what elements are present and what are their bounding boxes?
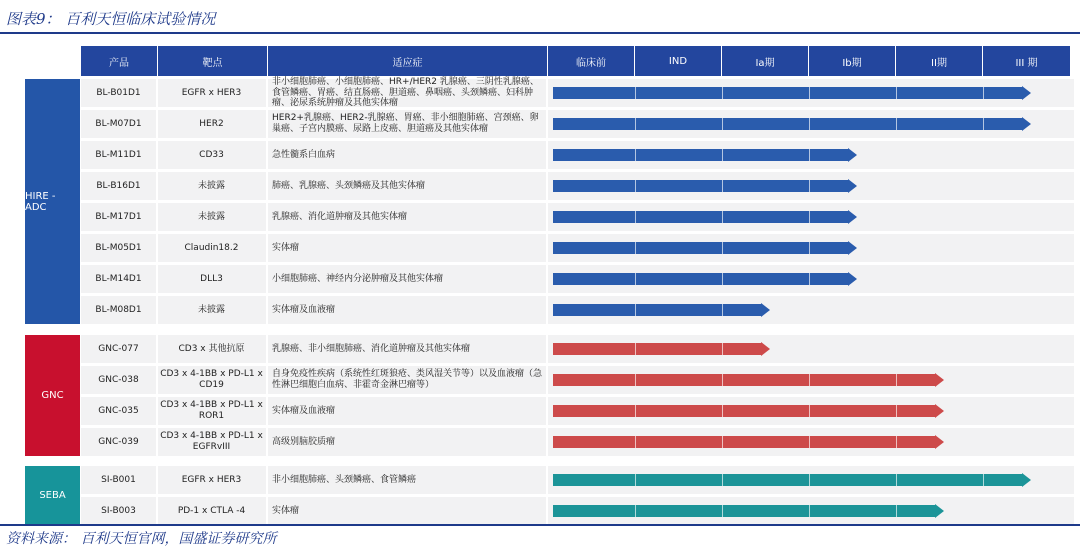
progress-bar: [553, 436, 944, 448]
arrow-head-icon: [935, 404, 944, 418]
target-cell: PD-1 x CTLA -4: [177, 505, 246, 516]
progress-bar: [553, 374, 944, 386]
progress-bar-body: [553, 149, 848, 161]
phase-separator: [896, 405, 897, 417]
product-cell: BL-B16D1: [96, 180, 141, 191]
phase-separator: [809, 505, 810, 517]
table-row: [81, 397, 1074, 425]
phase-separator: [635, 242, 636, 254]
phase-separator: [635, 118, 636, 130]
phase-separator: [635, 211, 636, 223]
phase-separator: [635, 304, 636, 316]
target-cell: CD33: [199, 149, 224, 160]
phase-separator: [896, 436, 897, 448]
indication-cell: 乳腺癌、非小细胞肺癌、消化道肿瘤及其他实体瘤: [272, 343, 471, 354]
phase-separator: [983, 118, 984, 130]
progress-bar: [553, 149, 857, 161]
phase-separator: [809, 273, 810, 285]
table-row: [81, 110, 1074, 138]
phase-separator: [809, 211, 810, 223]
arrow-head-icon: [848, 179, 857, 193]
progress-bar-body: [553, 436, 935, 448]
header-indication: 适应症: [268, 46, 548, 76]
progress-bar: [553, 242, 857, 254]
table-row: [81, 79, 1074, 107]
group-label: HIRE - ADC: [25, 79, 80, 324]
table-row: [81, 497, 1074, 525]
progress-bar-body: [553, 273, 848, 285]
product-cell: BL-M14D1: [95, 273, 142, 284]
progress-bar-body: [553, 118, 1022, 130]
phase-separator: [983, 87, 984, 99]
progress-bar-body: [553, 87, 1022, 99]
target-cell: HER2: [199, 118, 224, 129]
progress-bar: [553, 211, 857, 223]
phase-separator: [635, 474, 636, 486]
progress-bar-body: [553, 343, 761, 355]
phase-separator: [635, 149, 636, 161]
phase-separator: [809, 405, 810, 417]
header-product: 产品: [81, 46, 158, 76]
product-cell: SI-B003: [101, 505, 136, 516]
indication-cell: 实体瘤: [272, 505, 300, 516]
header-phase-1: IND: [635, 46, 722, 76]
progress-bar: [553, 87, 1031, 99]
arrow-head-icon: [935, 373, 944, 387]
phase-separator: [722, 149, 723, 161]
group-label: GNC: [25, 335, 80, 456]
progress-bar: [553, 273, 857, 285]
target-cell: 未披露: [197, 304, 225, 315]
header-phase-2: Ia期: [722, 46, 809, 76]
target-cell: CD3 x 其他抗原: [178, 343, 245, 354]
progress-bar-body: [553, 211, 848, 223]
indication-cell: 乳腺癌、消化道肿瘤及其他实体瘤: [272, 211, 408, 222]
product-cell: GNC-077: [98, 343, 139, 354]
arrow-head-icon: [1022, 86, 1031, 100]
progress-bar-body: [553, 405, 935, 417]
indication-cell: 实体瘤: [272, 242, 300, 253]
table-row: [81, 296, 1074, 324]
target-cell: 未披露: [197, 180, 225, 191]
phase-separator: [635, 180, 636, 192]
top-rule: [0, 32, 1080, 34]
phase-separator: [809, 149, 810, 161]
indication-cell: 非小细胞肺癌、小细胞肺癌、HR+/HER2 乳腺癌、三阴性乳腺癌、食管鳞癌、胃癌、结直肠癌、胆道癌、鼻咽癌、头颈鳞癌、妇科肿瘤、泌尿系统肿瘤及其他实体瘤: [272, 77, 539, 109]
progress-bar-body: [553, 374, 935, 386]
indication-cell: HER2+乳腺癌、HER2-乳腺癌、胃癌、非小细胞肺癌、宫颈癌、卵巢癌、子宫内膜癌、尿路上皮癌、胆道癌及其他实体瘤: [272, 113, 539, 134]
target-cell: 未披露: [197, 211, 225, 222]
indication-cell: 急性髓系白血病: [272, 149, 336, 160]
progress-bar: [553, 474, 1031, 486]
target-cell: Claudin18.2: [184, 242, 239, 253]
table-row: [81, 366, 1074, 394]
progress-bar: [553, 343, 770, 355]
product-cell: SI-B001: [101, 474, 136, 485]
table-row: [81, 466, 1074, 494]
header-phase-0: 临床前: [548, 46, 635, 76]
arrow-head-icon: [935, 435, 944, 449]
arrow-head-icon: [848, 272, 857, 286]
bottom-rule: [0, 524, 1080, 526]
indication-cell: 小细胞肺癌、神经内分泌肿瘤及其他实体瘤: [272, 273, 444, 284]
target-cell: CD3 x 4-1BB x PD-L1 x ROR1: [160, 400, 263, 421]
progress-bar: [553, 304, 770, 316]
header-phase-3: Ib期: [809, 46, 896, 76]
phase-separator: [809, 242, 810, 254]
phase-separator: [722, 343, 723, 355]
phase-separator: [635, 405, 636, 417]
indication-cell: 实体瘤及血液瘤: [272, 304, 336, 315]
progress-bar-body: [553, 180, 848, 192]
arrow-head-icon: [848, 148, 857, 162]
phase-separator: [722, 87, 723, 99]
target-cell: CD3 x 4-1BB x PD-L1 x CD19: [160, 369, 263, 390]
header-phase-5: III 期: [983, 46, 1070, 76]
table-row: [81, 203, 1074, 231]
product-cell: BL-M08D1: [95, 304, 142, 315]
figure-title: 图表9： 百利天恒临床试验情况: [6, 10, 216, 28]
target-cell: DLL3: [200, 273, 223, 284]
phase-separator: [722, 211, 723, 223]
header-target: 靶点: [158, 46, 268, 76]
product-cell: GNC-038: [98, 374, 139, 385]
group-label: SEBA: [25, 466, 80, 525]
phase-separator: [722, 505, 723, 517]
phase-separator: [635, 505, 636, 517]
phase-separator: [896, 87, 897, 99]
phase-separator: [809, 436, 810, 448]
phase-separator: [722, 242, 723, 254]
product-cell: BL-M05D1: [95, 242, 142, 253]
indication-cell: 自身免疫性疾病（系统性红斑狼疮、类风湿关节等）以及血液瘤（急性淋巴细胞白血病、非霍奇金淋巴瘤等）: [272, 369, 543, 390]
phase-separator: [896, 474, 897, 486]
product-cell: BL-M17D1: [95, 211, 142, 222]
arrow-head-icon: [761, 303, 770, 317]
phase-separator: [896, 118, 897, 130]
phase-separator: [809, 374, 810, 386]
phase-separator: [722, 273, 723, 285]
product-cell: GNC-039: [98, 436, 139, 447]
table-row: [81, 141, 1074, 169]
product-cell: GNC-035: [98, 405, 139, 416]
phase-separator: [635, 374, 636, 386]
indication-cell: 高级别脑胶质瘤: [272, 436, 336, 447]
progress-bar: [553, 180, 857, 192]
phase-separator: [635, 273, 636, 285]
phase-separator: [722, 474, 723, 486]
phase-separator: [983, 474, 984, 486]
arrow-head-icon: [1022, 117, 1031, 131]
phase-separator: [635, 343, 636, 355]
product-cell: BL-M07D1: [95, 118, 142, 129]
arrow-head-icon: [935, 504, 944, 518]
progress-bar-body: [553, 474, 1022, 486]
phase-separator: [722, 436, 723, 448]
arrow-head-icon: [848, 241, 857, 255]
product-cell: BL-M11D1: [95, 149, 142, 160]
table-row: [81, 172, 1074, 200]
arrow-head-icon: [1022, 473, 1031, 487]
table-row: [81, 335, 1074, 363]
table-row: [81, 265, 1074, 293]
phase-separator: [722, 374, 723, 386]
phase-separator: [635, 87, 636, 99]
progress-bar: [553, 405, 944, 417]
progress-bar: [553, 505, 944, 517]
phase-separator: [809, 118, 810, 130]
phase-separator: [722, 304, 723, 316]
phase-separator: [722, 180, 723, 192]
header-phase-4: II期: [896, 46, 983, 76]
target-cell: CD3 x 4-1BB x PD-L1 x EGFRvIII: [160, 431, 263, 452]
arrow-head-icon: [761, 342, 770, 356]
phase-separator: [809, 180, 810, 192]
target-cell: EGFR x HER3: [181, 87, 242, 98]
arrow-head-icon: [848, 210, 857, 224]
indication-cell: 非小细胞肺癌、头颈鳞癌、食管鳞癌: [272, 474, 417, 485]
progress-bar-body: [553, 505, 935, 517]
source-note: 资料来源： 百利天恒官网，国盛证券研究所: [6, 531, 277, 547]
phase-separator: [722, 118, 723, 130]
phase-separator: [809, 474, 810, 486]
progress-bar: [553, 118, 1031, 130]
phase-separator: [809, 87, 810, 99]
progress-bar-body: [553, 242, 848, 254]
table-row: [81, 234, 1074, 262]
indication-cell: 肺癌、乳腺癌、头颈鳞癌及其他实体瘤: [272, 180, 426, 191]
phase-separator: [896, 374, 897, 386]
target-cell: EGFR x HER3: [181, 474, 242, 485]
phase-separator: [722, 405, 723, 417]
product-cell: BL-B01D1: [96, 87, 141, 98]
phase-separator: [635, 436, 636, 448]
table-row: [81, 428, 1074, 456]
phase-separator: [896, 505, 897, 517]
progress-bar-body: [553, 304, 761, 316]
indication-cell: 实体瘤及血液瘤: [272, 405, 336, 416]
